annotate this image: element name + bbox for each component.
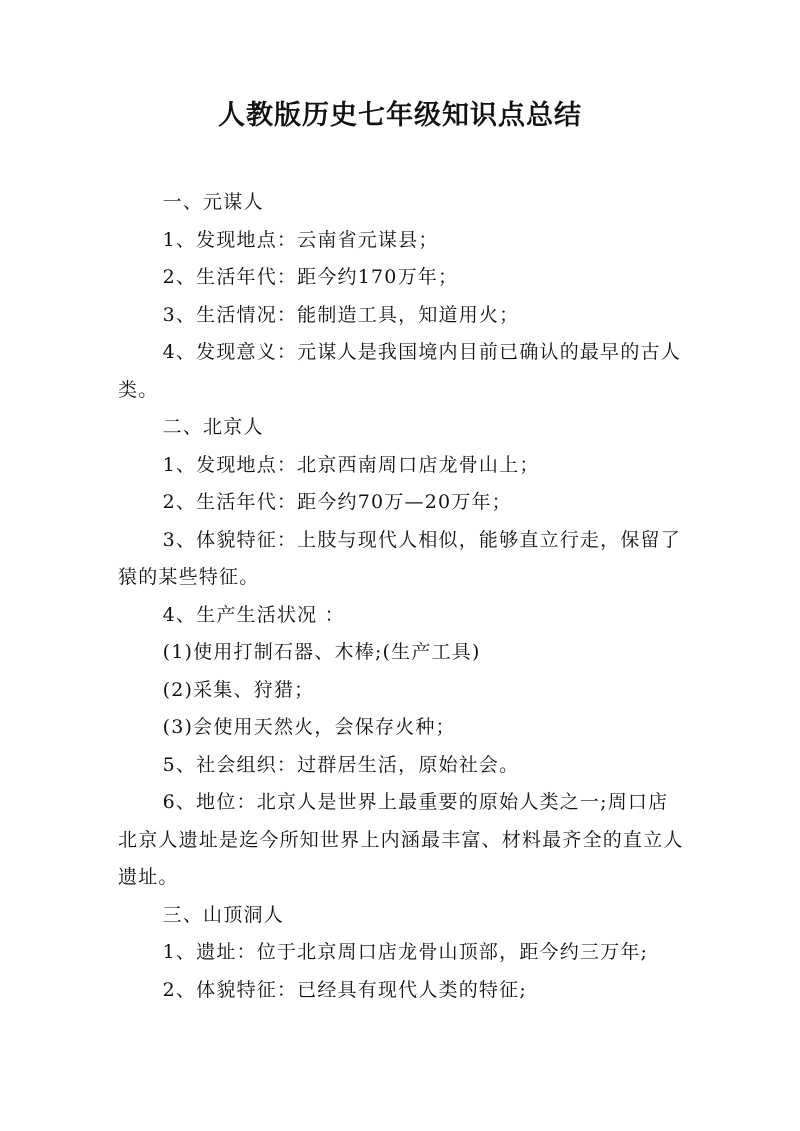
document-body — [118, 184, 688, 1009]
section-heading-yuanmou: 一、元谋人 — [162, 191, 264, 213]
paragraph: 5、社会组织：过群居生活，原始社会。 — [162, 753, 520, 776]
paragraph: 4、发现意义：元谋人是我国境内目前已确认的最早的古人类。 — [118, 341, 681, 401]
paragraph: (3)会使用天然火，会保存火种； — [162, 716, 456, 738]
section-heading-beijing: 二、北京人 — [162, 416, 264, 438]
paragraph: 3、体貌特征：上肢与现代人相似，能够直立行走，保留了猿的某些特征。 — [118, 528, 681, 588]
paragraph: 3、生活情况：能制造工具，知道用火； — [162, 303, 520, 326]
paragraph: 2、生活年代：距今约170万年； — [162, 266, 459, 288]
paragraph: 1、发现地点：云南省元谋县； — [162, 228, 439, 251]
paragraph: 1、发现地点：北京西南周口店龙骨山上； — [162, 453, 540, 476]
paragraph: (2)采集、狩猎； — [162, 678, 315, 701]
paragraph: 2、体貌特征：已经具有现代人类的特征; — [162, 978, 527, 1001]
paragraph: (1)使用打制石器、木棒;(生产工具) — [162, 641, 481, 663]
paragraph: 2、生活年代：距今约70万—20万年； — [162, 491, 512, 513]
document-title: 人教版历史七年级知识点总结 — [218, 100, 582, 131]
paragraph: 4、生产生活状况 ： — [162, 603, 345, 626]
paragraph: 6、地位：北京人是世界上最重要的原始人类之一;周口店北京人遗址是迄今所知世界上内涵最丰富、材料最齐全的直立人遗址。 — [118, 791, 684, 888]
paragraph: 1、遗址：位于北京周口店龙骨山顶部，距今约三万年; — [162, 941, 649, 963]
section-heading-shandingdong: 三、山顶洞人 — [162, 903, 284, 926]
